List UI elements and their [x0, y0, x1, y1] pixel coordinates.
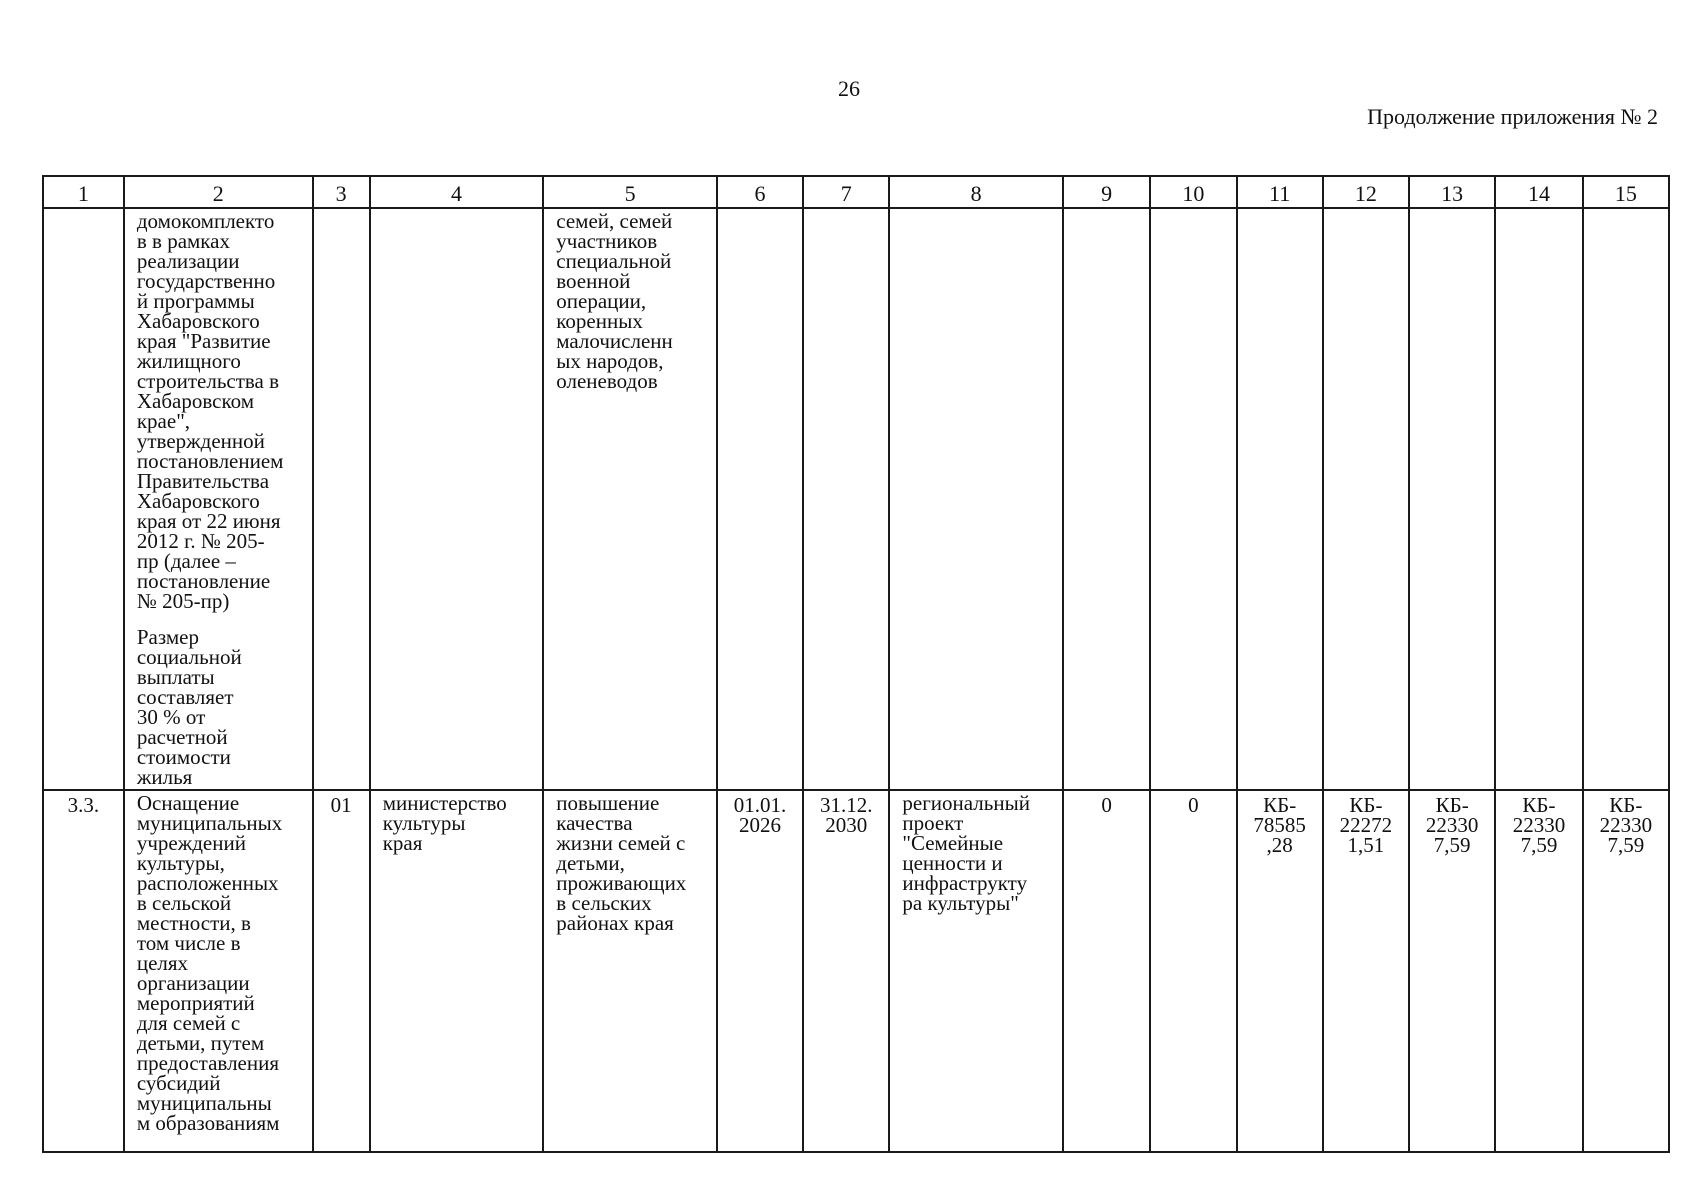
cell-link: региональный проект "Семейные ценности и инфраструкту ра культуры" [889, 790, 1063, 1152]
cell-code [313, 208, 370, 790]
program-measures-table [42, 175, 1670, 1153]
cell-value-15 [1583, 208, 1669, 790]
column-header-10: 10 [1150, 176, 1236, 208]
column-header-4: 4 [370, 176, 544, 208]
cell-value-9 [1063, 208, 1150, 790]
column-header-9: 9 [1063, 176, 1150, 208]
cell-value-13: КБ- 22330 7,59 [1409, 790, 1495, 1152]
page-number: 26 [838, 76, 860, 101]
table-row-3-3 [43, 790, 1669, 1152]
cell-value-14 [1495, 208, 1582, 790]
column-header-5: 5 [543, 176, 717, 208]
cell-value-13 [1409, 208, 1495, 790]
cell-link [889, 208, 1063, 790]
cell-end-date: 31.12. 2030 [803, 790, 889, 1152]
cell-value-12: КБ- 22272 1,51 [1323, 790, 1409, 1152]
cell-measure-name [124, 208, 313, 790]
column-header-14: 14 [1495, 176, 1582, 208]
column-header-6: 6 [717, 176, 803, 208]
cell-number [43, 208, 124, 790]
column-header-2: 2 [124, 176, 313, 208]
cell-value-14: КБ- 22330 7,59 [1495, 790, 1582, 1152]
cell-start-date [717, 208, 803, 790]
cell-value-10: 0 [1150, 790, 1236, 1152]
table-header-row [43, 176, 1669, 208]
column-header-13: 13 [1409, 176, 1495, 208]
appendix-continuation-label: Продолжение приложения № 2 [1367, 104, 1658, 129]
cell-measure-name: Оснащение муниципальных учреждений культуры, расположенных в сельской местности, в том числе в целях организации мероприятий для семей с детьми, путем предоставления субсидий муниципальны м образованиям [124, 790, 313, 1152]
column-header-3: 3 [313, 176, 370, 208]
cell-value-10 [1150, 208, 1236, 790]
cell-result: повышение качества жизни семей с детьми, проживающих в сельских районах края [543, 790, 717, 1152]
cell-value-12 [1323, 208, 1409, 790]
cell-executor [370, 208, 544, 790]
cell-value-15: КБ- 22330 7,59 [1583, 790, 1669, 1152]
measure-description-text: домокомплекто в в рамках реализации государственно й программы Хабаровского края "Развитие жилищного строительства в Хабаровском крае", утвержденной постановлением Правительства Хабаровского края от 22 июня 2012 г. № 205- пр (далее – постановление № 205-пр) [136, 209, 284, 613]
cell-value-11: КБ- 78585 ,28 [1237, 790, 1323, 1152]
cell-number: 3.3. [43, 790, 124, 1152]
cell-value-11 [1237, 208, 1323, 790]
column-header-1: 1 [43, 176, 124, 208]
cell-executor: министерство культуры края [370, 790, 544, 1152]
cell-value-9: 0 [1063, 790, 1150, 1152]
column-header-7: 7 [803, 176, 889, 208]
measure-payment-note: Размер социальной выплаты составляет 30 % от расчетной стоимости жилья [136, 625, 242, 789]
cell-code: 01 [313, 790, 370, 1152]
column-header-11: 11 [1237, 176, 1323, 208]
table-row-continued [43, 208, 1669, 790]
cell-end-date [803, 208, 889, 790]
cell-result: семей, семей участников специальной военной операции, коренных малочисленн ых народов, оленеводов [543, 208, 717, 790]
column-header-12: 12 [1323, 176, 1409, 208]
column-header-8: 8 [889, 176, 1063, 208]
column-header-15: 15 [1583, 176, 1669, 208]
cell-start-date: 01.01. 2026 [717, 790, 803, 1152]
